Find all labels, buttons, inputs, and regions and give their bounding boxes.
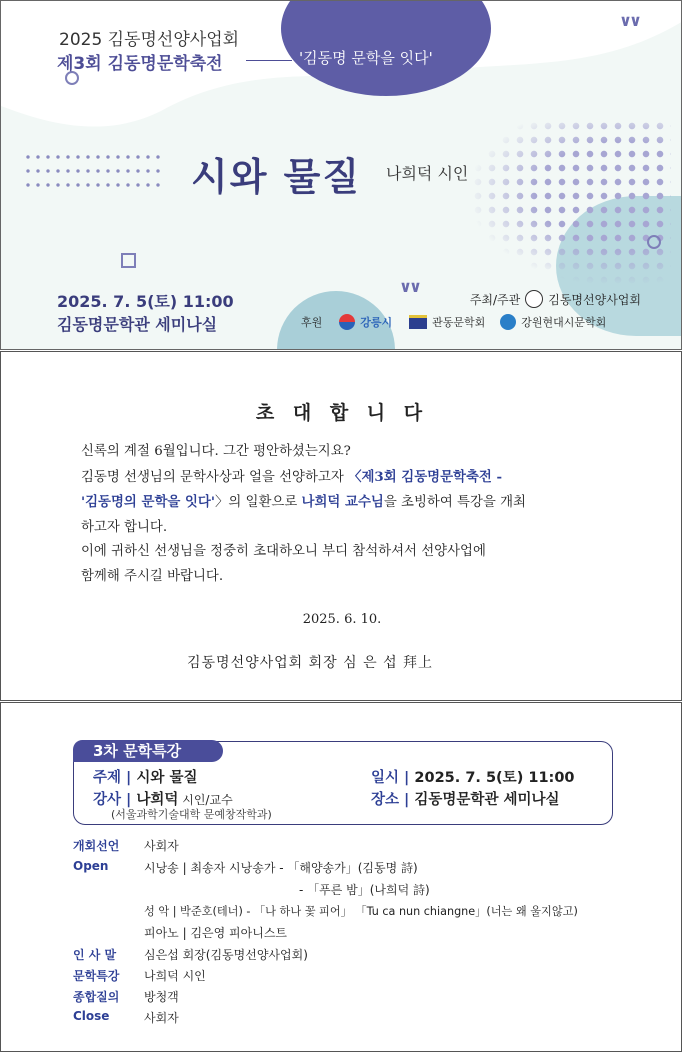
letter-signature: 김동명선양사업회 회장 심 은 섭 拜上 <box>187 655 434 671</box>
program-value: - 「푸른 밤」(나희덕 詩) <box>299 883 430 897</box>
where-value: 김동명문학관 세미나실 <box>409 792 560 808</box>
gangwon-poetry-logo-icon <box>500 314 516 330</box>
dot-row-decor <box>23 168 163 174</box>
dot-row-decor <box>23 154 163 160</box>
host-info <box>470 290 641 308</box>
lecture-title: 시와 물질 <box>191 155 362 199</box>
title-connector-line <box>246 60 292 61</box>
letter-line: 이에 귀하신 선생님을 정중히 초대하오니 부디 참석하셔서 선양사업에 <box>81 544 486 559</box>
letter-line: 함께해 주시길 바랍니다. <box>81 568 224 584</box>
letter-line <box>81 465 621 491</box>
lecturer-affiliation: (서울과학기술대학 문예창작학과) <box>111 808 272 821</box>
program-value: 심은섭 회장(김동명선양사업회) <box>144 948 308 962</box>
program-key: Open <box>73 859 109 873</box>
lecturer-value: 나희덕 <box>131 792 179 808</box>
letter-text: 을 초빙하여 특강을 개최 <box>383 495 526 510</box>
lecturer-key: 강사 | <box>93 792 132 808</box>
program-value: 나희덕 시인 <box>144 969 206 983</box>
program-value: 성 악 | 박준호(테너) - 「나 하나 꽃 피어」 「Tu ca nun chiangne」(너는 왜 울지않고) <box>144 905 578 918</box>
where-key: 장소 | <box>371 792 410 808</box>
where-row <box>371 788 560 809</box>
square-decor <box>121 253 136 268</box>
dot-row-decor <box>23 182 163 188</box>
topic-value: 시와 물질 <box>131 770 198 786</box>
zigzag-decor: ∨∨ <box>619 11 639 30</box>
program-key: 종합질의 <box>73 990 120 1004</box>
letter-text: 김동명 선생님의 문학사상과 얼을 선양하고자 <box>81 469 349 485</box>
when-row <box>371 766 575 787</box>
festival-slogan: '김동명 문학을 잇다' <box>299 49 433 67</box>
sponsor-gwandong: 관동문학회 <box>432 316 486 329</box>
program-value: 사회자 <box>144 839 179 853</box>
event-venue: 김동명문학관 세미나실 <box>57 315 218 334</box>
festival-name: 제3회 김동명문학축전 <box>57 54 223 74</box>
lecture-tag: 3차 문학특강 <box>73 740 223 762</box>
ring-decor <box>647 235 661 249</box>
program-value: 피아노 | 김은영 피아니스트 <box>144 926 287 940</box>
sponsors <box>301 314 606 330</box>
program-section <box>0 702 682 1052</box>
slogan-highlight: '김동명의 문학을 잇다' <box>81 494 215 510</box>
topic-key: 주제 | <box>93 770 132 786</box>
halftone-dots-decor <box>471 119 671 284</box>
sponsor-gangwon-poetry: 강원현대시문학회 <box>521 316 607 329</box>
lecturer-highlight: 나희덕 교수님 <box>301 494 384 510</box>
host-name: 김동명선양사업회 <box>548 292 641 307</box>
topic-row <box>93 766 197 787</box>
when-value: 2025. 7. 5(토) 11:00 <box>409 770 575 786</box>
invitation-letter <box>0 351 682 701</box>
letter-date: 2025. 6. 10. <box>302 612 382 627</box>
organizer-line: 2025 김동명선양사업회 <box>59 30 240 50</box>
program-key: 개회선언 <box>73 839 120 853</box>
program-key: 인 사 말 <box>73 948 117 962</box>
when-key: 일시 | <box>371 770 410 786</box>
host-label: 주최/주관 <box>469 292 521 307</box>
sponsor-gangneung: 강릉시 <box>360 316 393 329</box>
program-value: 시낭송 | 최송자 시낭송가 - 「해양송가」(김동명 詩) <box>144 861 418 875</box>
program-key: 문학특강 <box>73 969 120 983</box>
letter-line: 하고자 합니다. <box>81 519 168 535</box>
letter-line <box>81 490 621 516</box>
gangneung-logo-icon <box>339 314 355 330</box>
event-date: 2025. 7. 5(토) 11:00 <box>57 292 234 311</box>
festival-highlight: 〈제3회 김동명문학축전 - <box>348 468 503 485</box>
letter-text: 〉의 일환으로 <box>214 495 302 510</box>
program-value: 사회자 <box>144 1011 179 1025</box>
lecturer-role: 시인/교수 <box>178 793 233 807</box>
letter-line: 신록의 계절 6월입니다. 그간 평안하셨는지요? <box>81 444 351 459</box>
gwandong-logo-icon <box>409 315 427 329</box>
zigzag-decor: ∨∨ <box>399 277 419 296</box>
program-value: 방청객 <box>144 990 179 1004</box>
program-key: Close <box>73 1009 110 1023</box>
event-banner <box>0 0 682 350</box>
portrait-logo-icon <box>525 290 543 308</box>
letter-title: 초 대 합 니 다 <box>255 402 429 424</box>
letter-body <box>81 440 621 589</box>
sponsor-label: 후원 <box>301 316 323 329</box>
speaker-name: 나희덕 시인 <box>386 164 469 183</box>
